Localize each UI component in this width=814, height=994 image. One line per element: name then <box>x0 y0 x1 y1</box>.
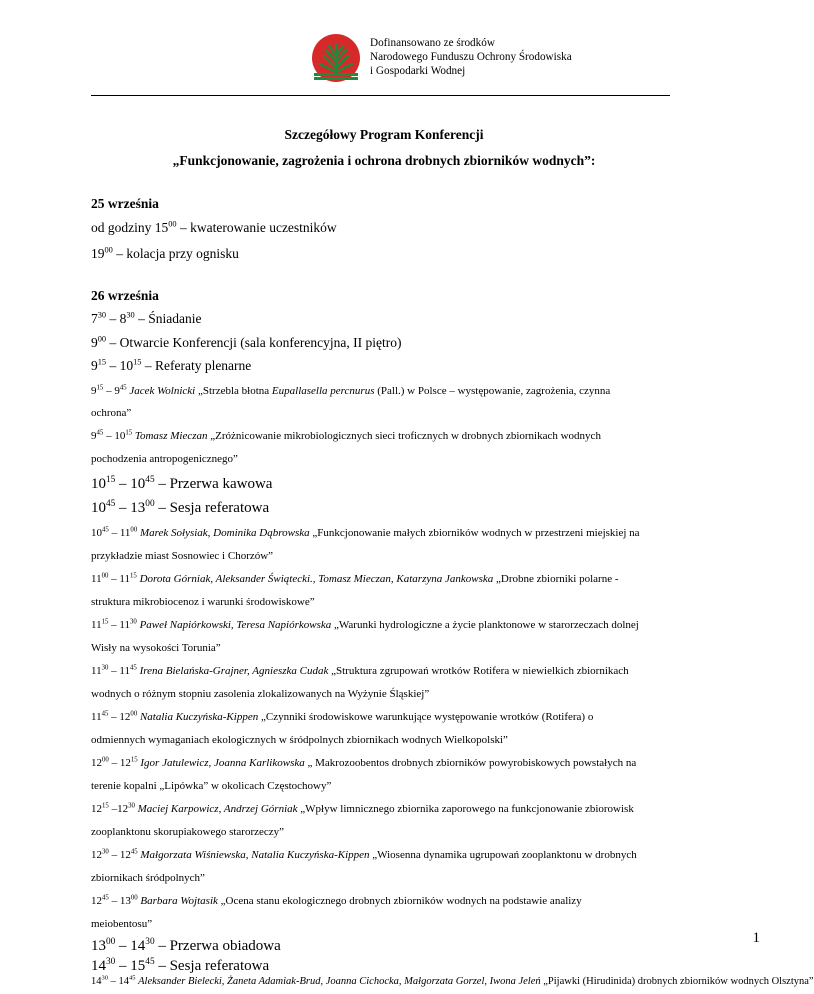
talk-entry: $11^{30} - 11^{45}$ Irena Bielańska-Grajner, Agnieszka Cudak „Struktura zgrupowań wrotków Rotifera w niewielkich zbiornikach <box>91 664 629 677</box>
talk-entry: $11^{15} - 11^{30}$ Paweł Napiórkowski, Teresa Napiórkowska „Warunki hydrologiczne a życie planktonowe w starorzeczach dolnej <box>91 618 639 631</box>
day2-date: 26 września <box>91 288 159 303</box>
talk-entry: $9^{45} - 10^{15}$ Tomasz Mieczan „Zróżnicowanie mikrobiologicznych sieci troficznych w drobnych zbiornikach wodnych <box>91 429 601 442</box>
talk-entry-cont: meiobentosu” <box>91 918 153 930</box>
talk-entry-cont: zooplanktonu skorupiakowego starorzeczy” <box>91 826 285 838</box>
talk-entry: $11^{00} - 11^{15}$ Dorota Górniak, Aleksander Świątecki., Tomasz Mieczan, Katarzyna Jankowska „Drobne zbiorniki polarne - <box>91 572 619 585</box>
lunch-break: $13^{00} - 14^{30}$ – Przerwa obiadowa <box>91 937 281 954</box>
talk-entry: $9^{15} - 9^{45}$ Jacek Wolnicki „Strzebla błotna Eupallasella percnurus (Pall.) w Polsce – występowanie, zagrożenia, czynna <box>91 384 611 397</box>
funder-note <box>370 36 572 78</box>
talk-entry: $12^{45} - 13^{00}$ Barbara Wojtasik „Ocena stanu ekologicznego drobnych zbiorników wodnych na podstawie analizy <box>91 894 582 907</box>
funder-line: Dofinansowano ze środków <box>370 37 495 49</box>
schedule-item: $19^{00}$ – kolacja przy ognisku <box>91 245 239 261</box>
talk-entry: $10^{45} - 11^{00}$ Marek Sołysiak, Dominika Dąbrowska „Funkcjonowanie małych zbiorników wodnych w przestrzeni miejskiej na <box>91 526 640 539</box>
talk-entry-cont: struktura mikrobiocenoz i warunki środowiskowe” <box>91 596 315 608</box>
talk-entry-cont: odmiennych wymaganiach ekologicznych w śródpolnych zbiornikach wodnych Wielkopolski” <box>91 734 508 746</box>
talk-entry-cont: Wisły na wysokości Torunia” <box>91 642 221 654</box>
schedule-item: od godziny $15^{00}$ – kwaterowanie uczestników <box>91 219 337 235</box>
nfosigw-logo-icon <box>310 32 362 84</box>
talk-entry-cont: ochrona” <box>91 407 132 419</box>
talk-entry: $11^{45} - 12^{00}$ Natalia Kuczyńska-Kippen „Czynniki środowiskowe warunkujące występowanie wrotków (Rotifera) o <box>91 710 594 723</box>
talk-entry: $12^{15}$ $-12^{30}$ Maciej Karpowicz, Andrzej Górniak „Wpływ limnicznego zbiornika zaporowego na funkcjonowanie zbiorowisk <box>91 802 634 815</box>
session-heading: $10^{45} - 13^{00}$ – Sesja referatowa <box>91 499 270 516</box>
conference-title: „Funkcjonowanie, zagrożenia i ochrona drobnych zbiorników wodnych”: <box>172 153 596 168</box>
program-title: Szczegółowy Program Konferencji <box>284 127 484 142</box>
talk-entry-cont: pochodzenia antropogenicznego” <box>91 453 238 465</box>
funder-line: i Gospodarki Wodnej <box>370 65 466 77</box>
talk-entry-cont: przykładzie miast Sosnowiec i Chorzów” <box>91 550 274 562</box>
day1-date: 25 września <box>91 196 159 211</box>
schedule-item: $9^{15} - 10^{15}$ – Referaty plenarne <box>91 357 252 373</box>
session-heading: $14^{30} - 15^{45}$ – Sesja referatowa <box>91 957 270 974</box>
page-number: 1 <box>752 930 760 946</box>
talk-entry-cont: wodnych o różnym stopniu zasolenia zlokalizowanych na Wyżynie Śląskiej” <box>91 688 430 700</box>
funder-line: Narodowego Funduszu Ochrony Środowiska <box>370 51 572 63</box>
talk-entry: $12^{30} - 12^{45}$ Małgorzata Wiśniewska, Natalia Kuczyńska-Kippen „Wiosenna dynamika ugrupowań zooplanktonu w drobnych <box>91 848 637 861</box>
talk-entry: $14^{30} - 14^{45}$ Aleksander Bielecki, Żaneta Adamiak-Brud, Joanna Cichocka, Małgorzata Gorzel, Iwona Jeleń „Pijawki (Hirudinida) drobnych zbiorników wodnych Olsztyna” <box>91 974 814 987</box>
talk-entry-cont: zbiornikach śródpolnych” <box>91 872 205 884</box>
schedule-item: $9^{00}$ – Otwarcie Konferencji (sala konferencyjna, II piętro) <box>91 334 402 350</box>
coffee-break: $10^{15} - 10^{45}$ – Przerwa kawowa <box>91 475 273 492</box>
header-divider <box>91 95 670 96</box>
talk-entry-cont: terenie kopalni „Lipówka” w okolicach Częstochowy” <box>91 780 332 792</box>
talk-entry: $12^{00} - 12^{15}$ Igor Jatulewicz, Joanna Karlikowska „ Makrozoobentos drobnych zbiorników powyrobiskowych powstałych na <box>91 756 637 769</box>
schedule-item: $7^{30} - 8^{30}$ – Śniadanie <box>91 310 202 326</box>
